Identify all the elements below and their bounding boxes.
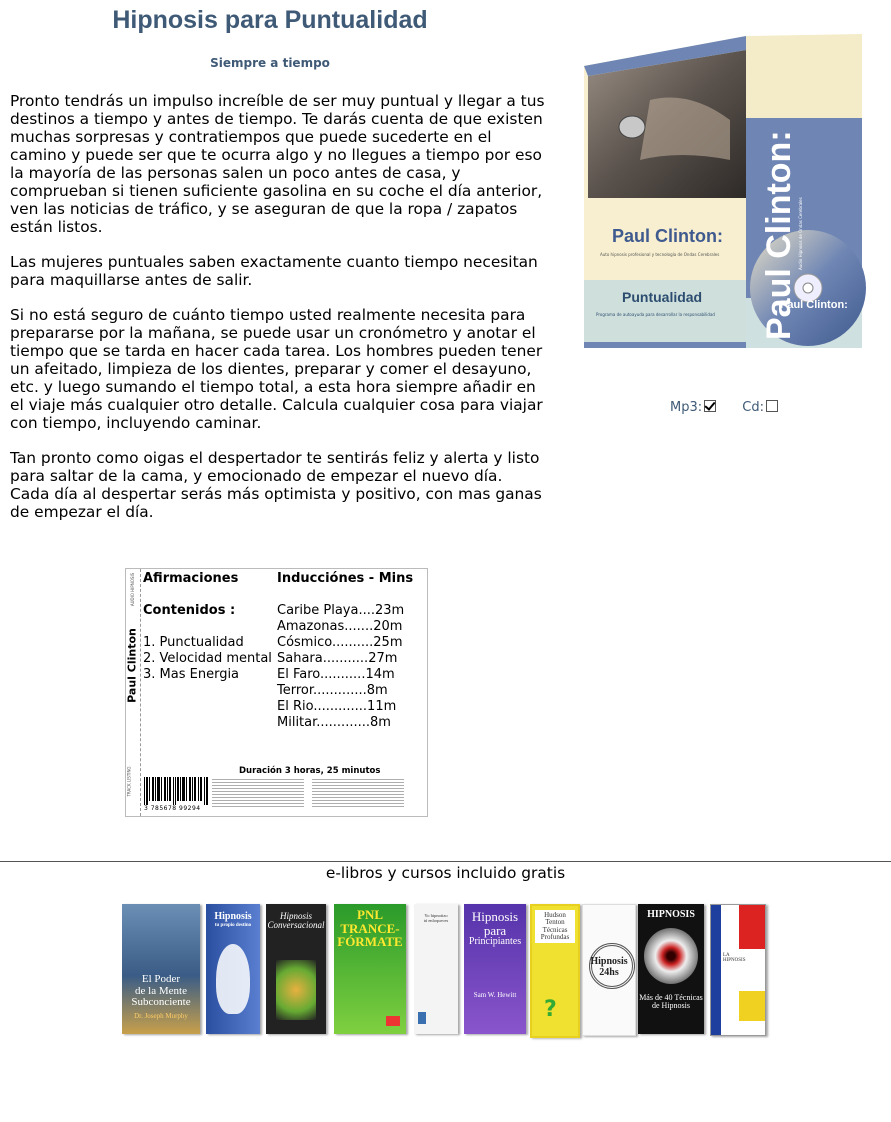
barcode-number: 3 785678 99294 <box>144 805 201 812</box>
mp3-option[interactable]: Mp3: <box>670 400 716 415</box>
induction-item: Terror.............8m <box>277 683 388 698</box>
books-section-title: e-libros y cursos incluido gratis <box>325 864 566 882</box>
affirmations-heading: Afirmaciones <box>143 571 239 586</box>
induction-item: Cósmico..........25m <box>277 635 403 650</box>
barcode-icon <box>144 777 208 805</box>
induction-item: Caribe Playa....23m <box>277 603 405 618</box>
cd-back-cover <box>125 568 428 817</box>
spine-fine-print: TRACK LISTING <box>126 766 132 797</box>
contents-item: 3. Mas Energia <box>143 667 240 682</box>
box-product-name: Puntualidad <box>622 289 703 305</box>
ebook-cover[interactable]: Hipnosis tu propio destino <box>206 904 260 1034</box>
contents-item: 1. Punctualidad <box>143 635 244 650</box>
inductions-heading: Inducciónes - Mins <box>277 571 414 586</box>
fine-print <box>212 779 412 809</box>
inductions-column <box>277 571 413 731</box>
contents-heading: Contenidos : <box>143 603 236 618</box>
ebook-cover[interactable]: Yo hipnotizo tú enloqueces <box>414 904 458 1034</box>
books-reflection <box>120 1038 770 1122</box>
ebook-cover[interactable]: HIPNOSIS Más de 40 Técnicas de Hipnosis <box>638 904 704 1034</box>
ebook-cover[interactable]: LA HIPNOSIS <box>710 904 766 1036</box>
format-options <box>670 400 800 415</box>
ebooks-gallery <box>120 904 770 1122</box>
cd-option[interactable]: Cd: <box>742 400 778 415</box>
product-box-image <box>580 30 866 365</box>
spine-fine-print: AUDIO HIPNOSIS <box>130 572 136 607</box>
box-brand: Paul Clinton: <box>612 226 723 246</box>
section-divider <box>0 861 891 862</box>
box-spine-sub: Audio Hipnosis de Ondas Cerebrales <box>798 197 803 270</box>
ebook-cover[interactable]: El Poder de la Mente Subconciente Dr. Joseph Murphy <box>122 904 200 1034</box>
duration-label: Duración 3 horas, 25 minutos <box>239 766 381 776</box>
disc-brand: Paul Clinton: <box>780 299 848 311</box>
induction-item: Sahara...........27m <box>277 651 398 666</box>
page-title: Hipnosis para Puntualidad <box>112 6 428 34</box>
paragraph: Pronto tendrás un impulso increíble de ser muy puntual y llegar a tus destinos a tiempo y antes de tiempo. Te darás cuenta de que existen muchas sorpresas y contratiempos que puede sucederte en el camino y puede ser que te ocurra algo y no llegues a tiempo por eso la mayoría de las personas salen un poco antes de casa, y comprueban si tienen suficiente gasolina en su coche el día anterior, ven las noticias de tráfico, y se aseguran de que la ropa / zapatos están listos. <box>10 92 545 236</box>
induction-item: Militar.............8m <box>277 715 391 730</box>
induction-item: El Rio.............11m <box>277 699 397 714</box>
ebook-cover[interactable]: PNL TRANCE- FÓRMATE <box>334 904 406 1034</box>
contents-column <box>143 571 272 683</box>
description-text <box>10 92 545 538</box>
paragraph: Tan pronto como oigas el despertador te sentirás feliz y alerta y listo para saltar de la cama, y emocionado de empezar el nuevo día. Cada día al despertar serás más optimista y positivo, con mas ganas de empezar el día. <box>10 449 542 521</box>
induction-item: El Faro...........14m <box>277 667 395 682</box>
cover-spine <box>126 569 141 816</box>
page-subtitle: Siempre a tiempo <box>210 56 330 70</box>
contents-item: 2. Velocidad mental <box>143 651 272 666</box>
paragraph: Las mujeres puntuales saben exactamente cuanto tiempo necesitan para maquillarse antes de salir. <box>10 253 538 289</box>
cd-checkbox[interactable] <box>766 400 778 412</box>
mp3-checkbox[interactable] <box>704 400 716 412</box>
box-tagline: Auto hipnosis profesional y tecnología de Ondas Cerebrales <box>600 252 720 257</box>
ebook-cover[interactable]: Hipnosis Conversacional <box>266 904 326 1034</box>
ebook-cover[interactable]: Hipnosis 24hs <box>582 904 636 1036</box>
paragraph: Si no está seguro de cuánto tiempo usted realmente necesita para prepararse por la mañana, se puede usar un cronómetro y anotar el tiempo que se tarda en hacer cada tarea. Los hombres pueden tener un afeitado, limpieza de los dientes, preparar y comer el desayuno, etc. y luego sumando el tiempo total, a esta hora siempre añadir en el viaje más cualquier otro detalle. Calcula cualquier cosa para viajar con tiempo, incluyendo caminar. <box>10 306 543 432</box>
box-spine-text: Paul Clinton: <box>760 130 798 340</box>
ebook-cover[interactable]: Hudson Tenton Técnicas Profundas ? <box>530 904 580 1038</box>
ebook-cover[interactable]: Hipnosis para Principiantes Sam W. Hewitt <box>464 904 526 1034</box>
spine-name: Paul Clinton <box>125 628 139 703</box>
induction-item: Amazonas.......20m <box>277 619 403 634</box>
box-program-line: Programa de autoayuda para desarrollar la responsabilidad <box>596 312 715 317</box>
